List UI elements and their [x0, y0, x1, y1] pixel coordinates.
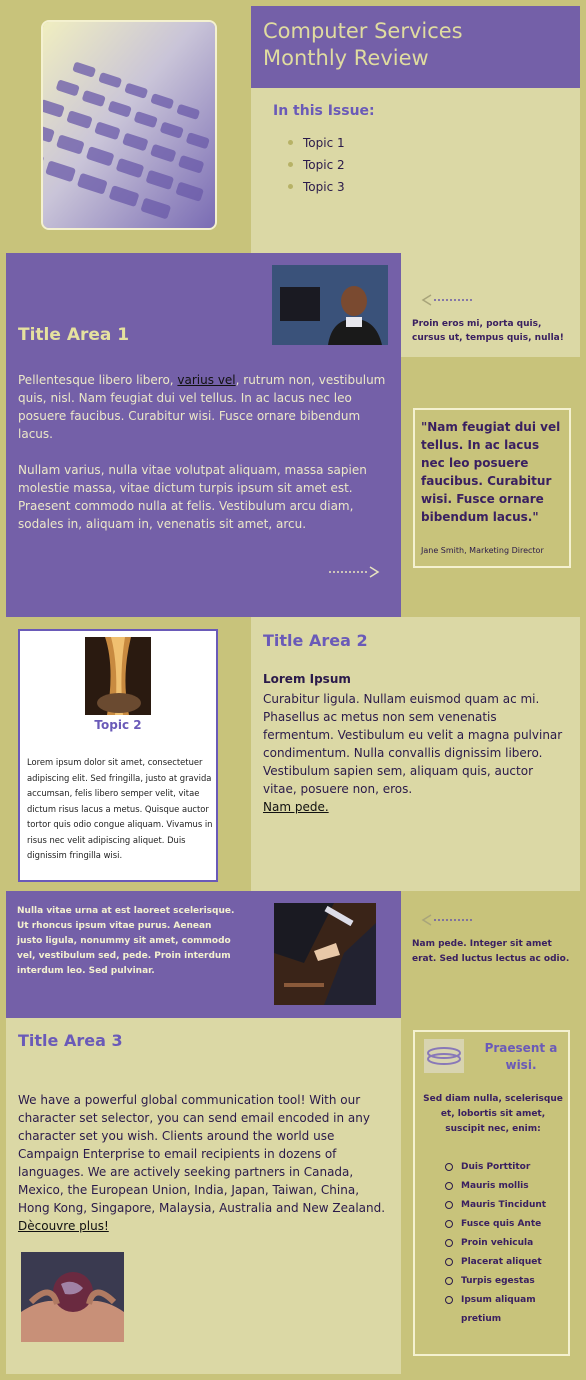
sidebar-note-2-text: Nam pede. Integer sit amet erat. Sed luctus lectus ac odio.	[412, 939, 570, 964]
pull-quote-author: Jane Smith, Marketing Director	[421, 546, 544, 555]
praesent-box	[413, 1030, 570, 1356]
hands-globe-photo	[21, 1252, 124, 1342]
topic-list	[273, 132, 345, 198]
topic-link-1[interactable]: Topic 1	[303, 132, 345, 154]
section1-title: Title Area 1	[18, 325, 130, 345]
keyboard-header-image	[41, 20, 217, 230]
sidebar-note-1-text: Proin eros mi, porta quis, cursus ut, tempus quis, nulla!	[412, 319, 564, 343]
issue-heading: In this Issue:	[273, 103, 375, 119]
section1-paragraph-1	[18, 371, 388, 443]
topic-link-2[interactable]: Topic 2	[303, 154, 345, 176]
section3-body-text: We have a powerful global communication tool! With our character set selector, you can send email encoded in any character set you wish. Clients around the world use Campaign Enterprise to email recipients in dozens of languages. We are actively seeking partners in Canada, Mexico, the European Union, India, Japan, Taiwan, China, Hong Kong, Singapore, Malaysia, Australia and New Zealand.	[18, 1093, 386, 1215]
dotted-arrow-left-icon[interactable]	[421, 291, 473, 310]
in-this-issue-panel	[251, 88, 580, 254]
rings-icon	[424, 1039, 464, 1073]
pull-quote-box	[413, 408, 571, 568]
praesent-list	[445, 1158, 565, 1329]
topic2-card	[18, 629, 218, 882]
list-item: Ipsum aliquam pretium	[445, 1291, 565, 1329]
promo-banner	[6, 891, 401, 1018]
varius-vel-link[interactable]: varius vel	[177, 373, 236, 387]
article-section-3	[6, 1018, 401, 1374]
handshake-photo	[274, 903, 376, 1005]
newsletter-title-block	[251, 6, 580, 88]
dotted-arrow-left-icon[interactable]	[421, 911, 473, 930]
title-line-1: Computer Services	[263, 19, 463, 43]
topic2-image	[85, 637, 151, 715]
decouvre-plus-link[interactable]: Dècouvre plus!	[18, 1219, 109, 1233]
p1-text-end: , rutrum non, vestibulum quis, nisl. Nam feugiat dui vel tellus. In ac lacus nec leo posuere faucibus. Curabitur wisi. Fusce ornare bibendum lacus.	[18, 373, 386, 441]
list-item: Duis Porttitor	[445, 1158, 565, 1177]
list-item: Mauris Tincidunt	[445, 1196, 565, 1215]
article-section-1	[6, 253, 401, 617]
praesent-intro: Sed diam nulla, scelerisque et, lobortis sit amet, suscipit nec, enim:	[423, 1094, 563, 1134]
section3-title: Title Area 3	[18, 1031, 123, 1050]
pull-quote-text: "Nam feugiat dui vel tellus. In ac lacus nec leo posuere faucibus. Curabitur wisi. Fusce ornare bibendum lacus."	[421, 420, 561, 524]
list-item: Placerat aliquet	[445, 1253, 565, 1272]
p1-text-start: Pellentesque libero libero,	[18, 373, 178, 387]
topic-link-3[interactable]: Topic 3	[303, 176, 345, 198]
sidebar-note-2	[401, 891, 580, 1018]
list-item: Mauris mollis	[445, 1177, 565, 1196]
section2-subtitle: Lorem Ipsum	[263, 672, 351, 686]
section2-title: Title Area 2	[263, 631, 368, 650]
section1-body	[18, 371, 388, 551]
section2-body-text: Curabitur ligula. Nullam euismod quam ac mi. Phasellus ac metus non sem venenatis fermentum. Vestibulum eu velit a magna pulvinar condimentum. Nulla convallis dignissim libero. Vestibulum sapien sem, aliquam quis, auctor vitae, posuere non, eros.	[263, 692, 563, 796]
sidebar-note-1	[401, 253, 580, 357]
list-item: Turpis egestas	[445, 1272, 565, 1291]
title-line-2: Monthly Review	[263, 46, 429, 70]
topic2-caption: Topic 2	[94, 718, 142, 732]
newsletter-title	[263, 18, 463, 72]
article-section-2	[251, 617, 580, 891]
businessman-photo	[272, 265, 388, 345]
list-item: Fusce quis Ante	[445, 1215, 565, 1234]
section2-body	[263, 690, 568, 816]
praesent-heading: Praesent a wisi.	[484, 1041, 558, 1072]
nam-pede-link[interactable]: Nam pede.	[263, 800, 329, 814]
dotted-arrow-right-icon[interactable]	[328, 563, 380, 582]
banner-text: Nulla vitae urna at est laoreet scelerisque. Ut rhoncus ipsum vitae purus. Aenean justo ligula, nonummy sit amet, commodo vel, vestibulum sed, pede. Proin interdum interdum leo. Sed pulvinar.	[17, 906, 235, 976]
topic2-card-text: Lorem ipsum dolor sit amet, consectetuer adipiscing elit. Sed fringilla, justo at gravida accumsan, felis libero semper velit, vitae dictum risus lacus a metus. Quisque auctor tortor quis odio congue aliquam. Vivamus in risus nec velit adipiscing aliquet. Duis dignissim fringilla wisi.	[27, 757, 213, 860]
section1-paragraph-2: Nullam varius, nulla vitae volutpat aliquam, massa sapien molestie massa, vitae dictum turpis ipsum sit amet est. Praesent commodo nulla at felis. Vestibulum arcu diam, sodales in, aliquam in, venenatis sit amet, arcu.	[18, 463, 367, 531]
list-item: Proin vehicula	[445, 1234, 565, 1253]
section3-body	[18, 1091, 393, 1235]
